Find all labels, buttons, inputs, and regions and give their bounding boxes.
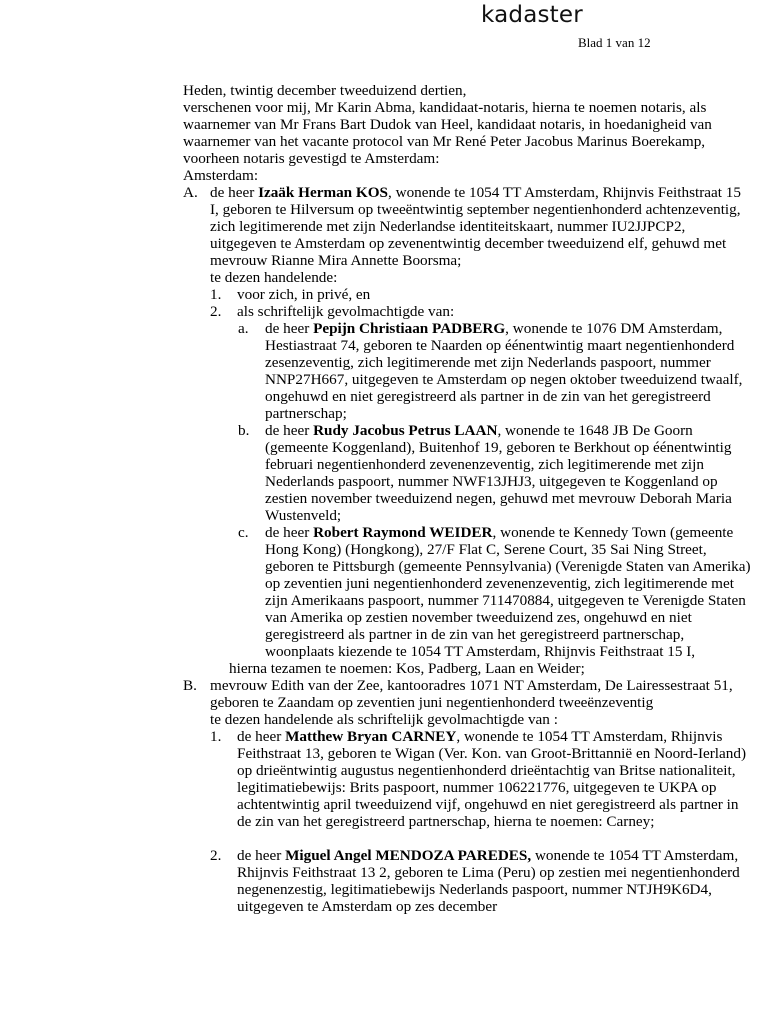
blank-line xyxy=(183,830,753,847)
principal-details: , wonende te 1648 JB De Goorn (gemeente Koggenland), Buitenhof 19, geboren te Berkhout op éénentwintig februari negentienhonderd zevenenzeventig, zich legitimerende met zijn Nederlands paspoort, nummer NWF13JHJ3, uitgegeven te Koggenland op zestien november tweeduizend negen, gehuwd met mevrouw Deborah Maria Wustenveld; xyxy=(265,422,732,524)
list-marker: b. xyxy=(238,422,250,439)
party-b xyxy=(183,677,753,711)
list-marker: 2. xyxy=(210,847,222,864)
principal-laan xyxy=(183,422,753,524)
principal-details: wonende te 1054 TT Amsterdam, Rhijnvis Feithstraat 13 2, geboren te Lima (Peru) op zestien mei negentienhonderd negenenzestig, legitimatiebewijs Nederlands paspoort, nummer NTJH9K6D4, uitgegeven te Amsterdam op zes december xyxy=(237,847,740,915)
party-a-item-2 xyxy=(183,303,753,320)
kadaster-logo: kadaster xyxy=(481,2,583,28)
list-text: als schriftelijk gevolmachtigde van: xyxy=(237,303,455,320)
list-marker: c. xyxy=(238,524,249,541)
principal-prefix: de heer xyxy=(265,524,314,541)
list-marker: 2. xyxy=(210,303,222,320)
date-line: Heden, twintig december tweeduizend dertien, xyxy=(183,82,467,99)
principal-name: Matthew Bryan CARNEY xyxy=(285,728,457,745)
principal-prefix: de heer xyxy=(237,847,286,864)
principal-details: , wonende te 1076 DM Amsterdam, Hestiastraat 74, geboren te Naarden op éénentwintig maart negentienhonderd zesenzeventig, zich legitimerende met zijn Nederlands paspoort, nummer NNP27H667, uitgegeven te Amsterdam op negen oktober tweeduizend twaalf, ongehuwd en niet geregistreerd als partner in de zin van het geregistreerd partnerschap; xyxy=(265,320,743,422)
principal-details: , wonende te Kennedy Town (gemeente Hong Kong) (Hongkong), 27/F Flat C, Serene Court, 35 Sai Ning Street, geboren te Pittsburgh (gemeente Pennsylvania) (Verenigde Staten van Amerika) op zeventien juni negentienhonderd zevenenzeventig, zich legitimerende met zijn Amerikaans paspoort, nummer 711470884, uitgegeven te Verenigde Staten van Amerika op zestien november tweeduizend zes, ongehuwd en niet geregistreerd als partner in de zin van het geregistreerd partnerschap, woonplaats kiezende te 1054 TT Amsterdam, Rhijnvis Feithstraat 15 I, xyxy=(265,524,751,660)
party-a-prefix: de heer xyxy=(210,184,259,201)
party-b-marker: B. xyxy=(183,677,197,694)
principal-prefix: de heer xyxy=(237,728,286,745)
list-marker: 1. xyxy=(210,286,222,303)
notary-paragraph: verschenen voor mij, Mr Karin Abma, kandidaat-notaris, hierna te noemen notaris, als waarnemer van Mr Frans Bart Dudok van Heel, kandidaat notaris, in hoedanigheid van waarnemer van het vacante protocol van Mr René Peter Jacobus Marinus Boerekamp, voorheen notaris gevestigd te Amsterdam: xyxy=(183,99,712,167)
principal-padberg xyxy=(183,320,753,422)
place-line: Amsterdam: xyxy=(183,167,259,184)
list-marker: a. xyxy=(238,320,249,337)
principal-prefix: de heer xyxy=(265,422,314,439)
principal-name: Miguel Angel MENDOZA PAREDES, xyxy=(285,847,532,864)
party-a-item-1 xyxy=(183,286,753,303)
principal-mendoza xyxy=(183,847,753,915)
party-a-capacity: te dezen handelende: xyxy=(210,269,338,286)
party-a-details: , wonende te 1054 TT Amsterdam, Rhijnvis Feithstraat 15 I, geboren te Hilversum op tweeëntwintig september negentienhonderd achtenzeventig, zich legitimerende met zijn Nederlandse identiteitskaart, nummer IU2JJPCP2, uitgegeven te Amsterdam op zevenentwintig december tweeduizend elf, gehuwd met mevrouw Rianne Mira Annette Boorsma; xyxy=(210,184,741,269)
principal-prefix: de heer xyxy=(265,320,314,337)
party-a-collective-name: hierna tezamen te noemen: Kos, Padberg, Laan en Weider; xyxy=(229,660,585,677)
deed-body xyxy=(183,82,753,915)
page-number: Blad 1 van 12 xyxy=(578,35,651,50)
party-b-capacity: te dezen handelende als schriftelijk gevolmachtigde van : xyxy=(210,711,558,728)
list-marker: 1. xyxy=(210,728,222,745)
party-a-name: Izaäk Herman KOS xyxy=(258,184,389,201)
principal-carney xyxy=(183,728,753,830)
principal-name: Pepijn Christiaan PADBERG xyxy=(313,320,506,337)
principal-details: , wonende te 1054 TT Amsterdam, Rhijnvis Feithstraat 13, geboren te Wigan (Ver. Kon. van Groot-Brittannië en Noord-Ierland) op drieëntwintig augustus negentienhonderd drieëntachtig van Britse nationaliteit, legitimatiebewijs: Brits paspoort, nummer 106221776, uitgegeven te UKPA op achtentwintig april tweeduizend vijf, ongehuwd en niet geregistreerd als partner in de zin van het geregistreerd partnerschap, hierna te noemen: Carney; xyxy=(237,728,747,830)
principal-name: Robert Raymond WEIDER xyxy=(313,524,493,541)
party-a-marker: A. xyxy=(183,184,198,201)
list-text: voor zich, in privé, en xyxy=(237,286,371,303)
party-b-details: mevrouw Edith van der Zee, kantooradres 1071 NT Amsterdam, De Lairessestraat 51, geboren te Zaandam op zeventien juni negentienhonderd tweeënzeventig xyxy=(210,677,733,711)
party-a xyxy=(183,184,753,269)
principal-weider xyxy=(183,524,753,660)
principal-name: Rudy Jacobus Petrus LAAN xyxy=(313,422,498,439)
